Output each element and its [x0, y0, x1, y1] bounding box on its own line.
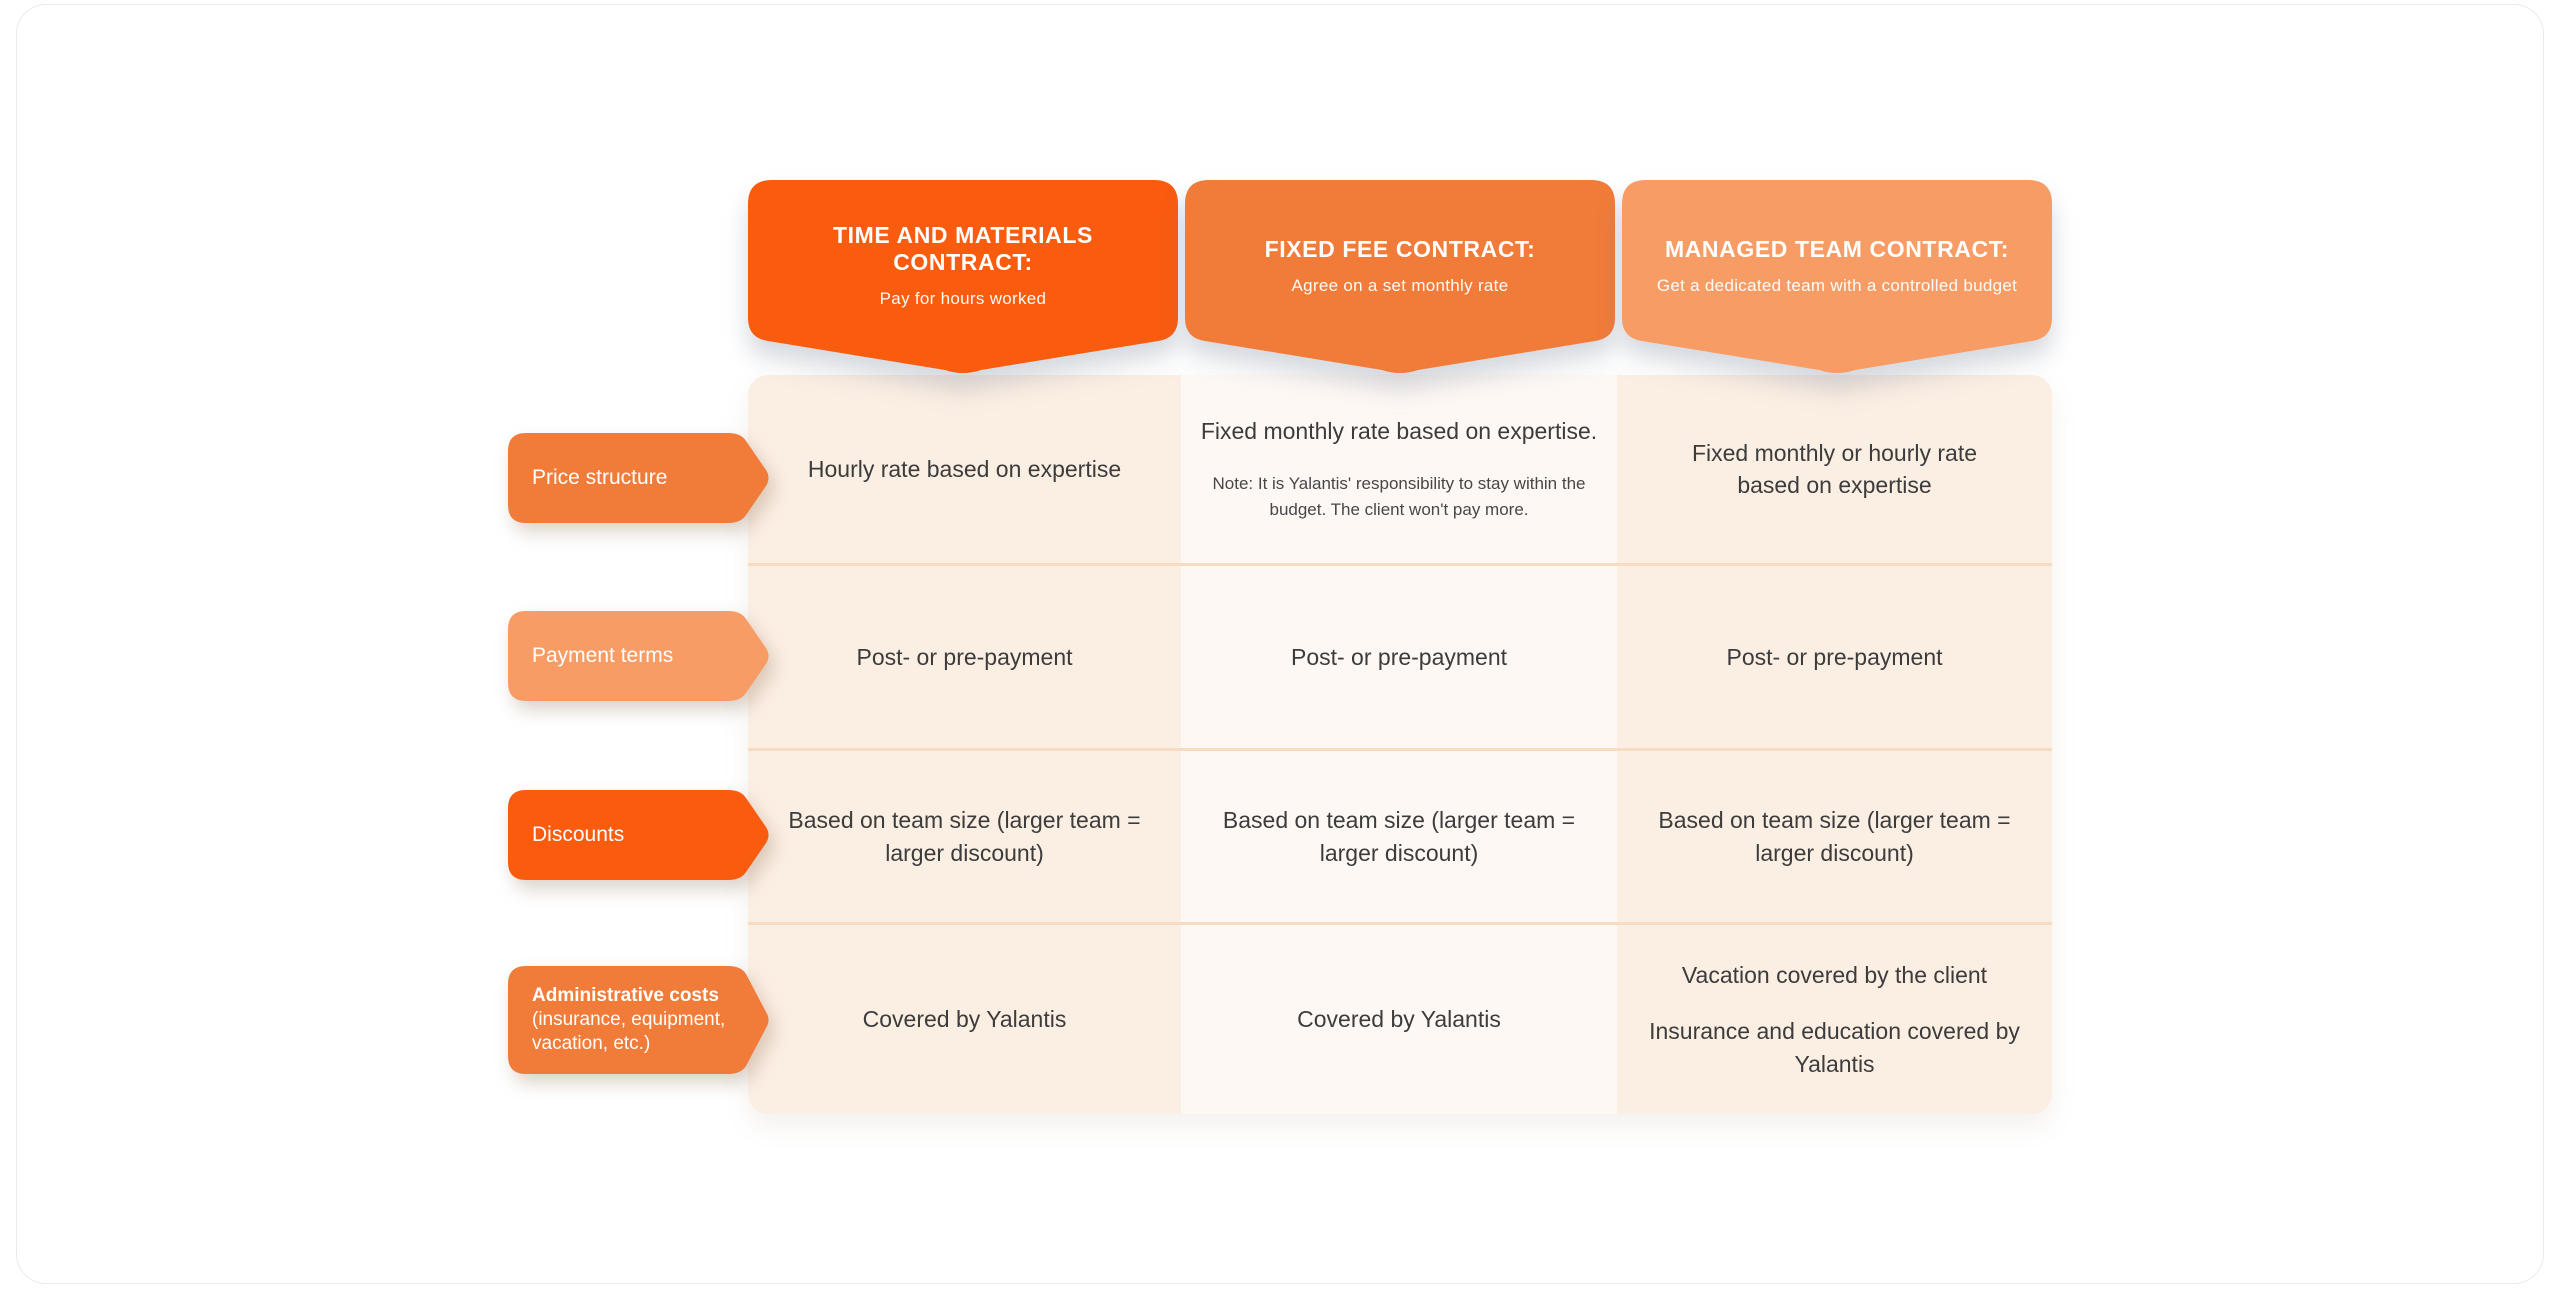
cell-discounts-fixed-fee	[1181, 751, 1617, 922]
cell-discounts-time-and-materials	[748, 751, 1181, 922]
column-subtitle: Pay for hours worked	[879, 289, 1047, 308]
cell-text: Covered by Yalantis	[862, 1006, 1067, 1033]
column-header-fixed-fee	[1185, 180, 1615, 378]
cell-payment-time-and-materials	[748, 566, 1181, 748]
cell-text: Covered by Yalantis	[1297, 1006, 1501, 1033]
row-label-text: Price structure	[532, 466, 668, 490]
cell-admin-managed-team	[1617, 925, 2052, 1114]
table-row-payment-terms	[748, 563, 2052, 748]
cell-price-time-and-materials	[748, 375, 1181, 563]
cell-payment-fixed-fee	[1181, 566, 1617, 748]
row-label-payment-terms	[508, 611, 770, 701]
cell-text: Vacation covered by the client	[1681, 962, 1988, 989]
column-header-managed-team	[1622, 180, 2052, 378]
cell-price-managed-team	[1617, 375, 2052, 563]
row-label-detail-text: (insurance, equipment, vacation, etc.)	[532, 1009, 726, 1054]
cell-payment-managed-team	[1617, 566, 2052, 748]
column-subtitle: Get a dedicated team with a controlled budget	[1656, 275, 2018, 295]
row-label-price-structure	[508, 433, 770, 523]
cell-discounts-managed-team	[1617, 751, 2052, 922]
cell-admin-fixed-fee	[1181, 925, 1617, 1114]
row-label-text: Discounts	[532, 823, 625, 847]
cell-note-text: Note: It is Yalantis' responsibility to stay within the budget. The client won't pay more.	[1212, 473, 1586, 520]
row-label-discounts	[508, 790, 770, 880]
cell-text: Based on team size (larger team = larger discount)	[1658, 807, 2011, 866]
column-title: MANAGED TEAM CONTRACT:	[1664, 235, 2010, 262]
table-row-discounts	[748, 748, 2052, 922]
row-label-administrative-costs	[508, 966, 770, 1074]
row-label-text	[508, 966, 770, 1074]
column-title: TIME AND MATERIALS CONTRACT:	[833, 222, 1093, 275]
table-row-administrative-costs	[748, 922, 2052, 1114]
cell-price-fixed-fee	[1181, 375, 1617, 563]
cell-text: Fixed monthly or hourly rate based on expertise	[1691, 439, 1978, 498]
row-label-text: Payment terms	[532, 644, 674, 668]
cell-text: Insurance and education covered by Yalantis	[1649, 1018, 2020, 1077]
cell-text: Fixed monthly rate based on expertise.	[1200, 417, 1598, 444]
column-subtitle: Agree on a set monthly rate	[1291, 275, 1509, 295]
cell-text: Post- or pre-payment	[1726, 643, 1943, 670]
cell-text: Post- or pre-payment	[1290, 643, 1508, 670]
cell-text: Post- or pre-payment	[856, 643, 1073, 670]
cell-text: Hourly rate based on expertise	[807, 455, 1122, 482]
cell-text: Based on team size (larger team = larger discount)	[788, 807, 1141, 866]
comparison-table	[748, 375, 2052, 1114]
column-title: FIXED FEE CONTRACT:	[1264, 235, 1536, 262]
column-header-time-and-materials	[748, 180, 1178, 378]
cell-admin-time-and-materials	[748, 925, 1181, 1114]
row-label-bold-text: Administrative costs	[532, 985, 719, 1007]
cell-text: Based on team size (larger team = larger discount)	[1222, 807, 1576, 866]
table-row-price-structure	[748, 375, 2052, 563]
